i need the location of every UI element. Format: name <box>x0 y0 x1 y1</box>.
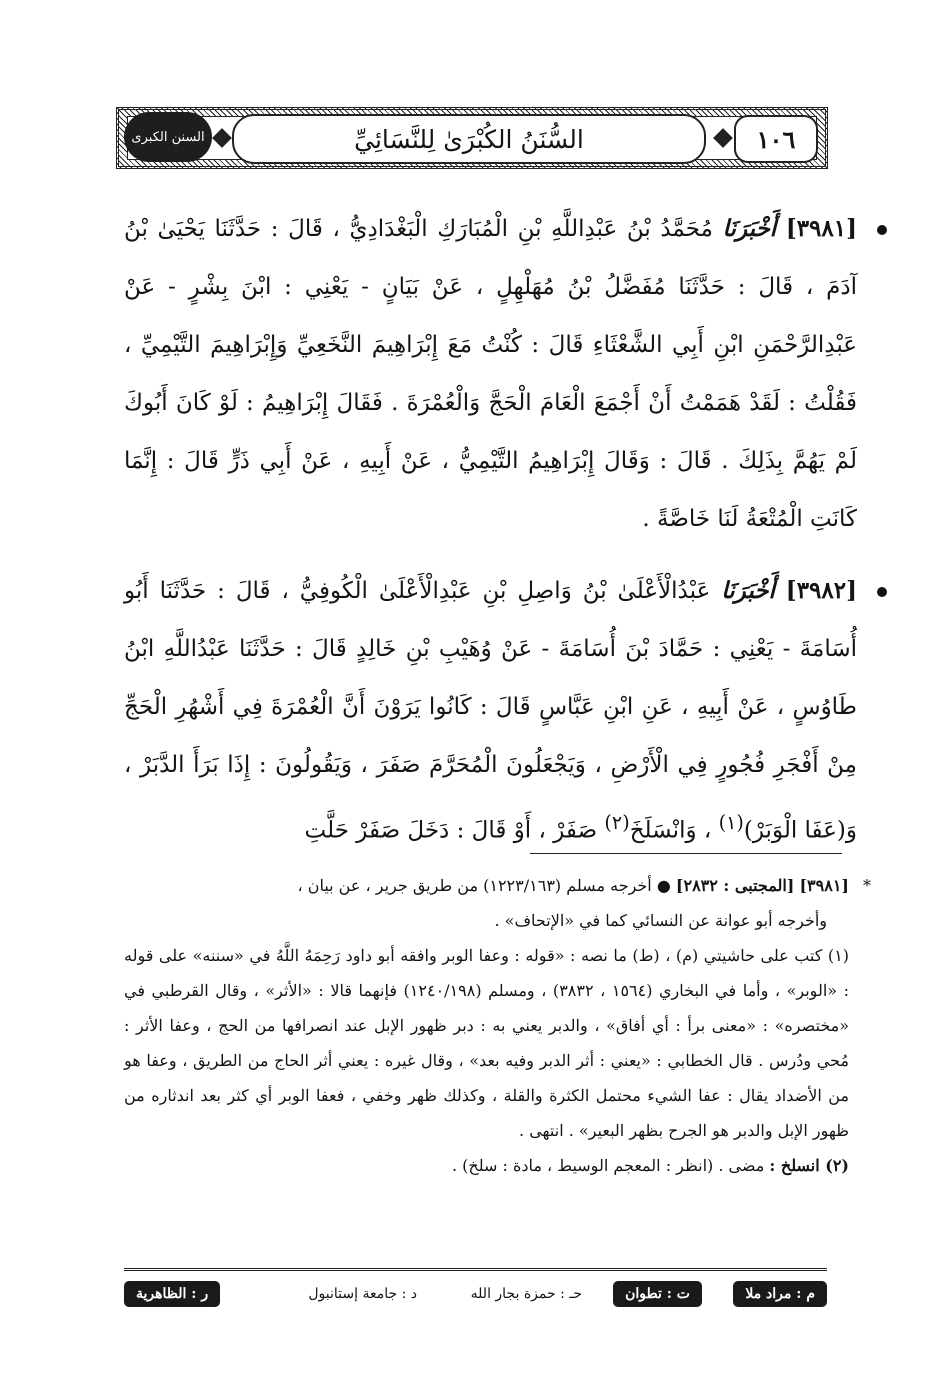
footnotes <box>124 868 871 1183</box>
ref-number: [٣٩٨١] <box>799 876 849 895</box>
akhbarana-word: أَخْبَرَنَا <box>722 215 777 242</box>
siglum-r: ر : الظاهرية <box>124 1281 220 1307</box>
book-emblem-icon <box>124 112 212 162</box>
footnote-mark-1[interactable]: (١) <box>718 811 744 834</box>
hadith-3981 <box>124 200 857 548</box>
hadith-text-middle: ، وَانْسَلَخَ <box>629 817 712 844</box>
footnote-reference <box>124 868 871 903</box>
ref-mujtaba: [المجتبى : ٢٨٣٢] <box>675 876 795 895</box>
siglum-d: د : جامعة إستانبول <box>308 1286 417 1302</box>
page-number: ١٠٦ <box>734 115 818 163</box>
book-title: السُّنَنُ الكُبْرَىٰ لِلنَّسَائِيِّ <box>354 124 584 154</box>
bullet-icon <box>877 225 887 235</box>
emblem-text: السنن الكبرى <box>131 129 205 145</box>
siglum-h: حـ : حمزة بجار الله <box>470 1286 582 1302</box>
siglum-t: ت : تطوان <box>613 1281 702 1307</box>
hadith-text: مُحَمَّدُ بْنُ عَبْدِاللَّهِ بْنِ الْمُبَارَكِ الْبَغْدَادِيُّ ، قَالَ : حَدَّثَنَا يَحْيَىٰ بْنُ آدَمَ ، قَالَ : حَدَّثَنَا مُفَضَّلُ بْنُ مُهَلْهِلٍ ، عَنْ بَيَانٍ - يَعْنِي : ابْنَ بِشْرٍ - عَنْ عَبْدِالرَّحْمَنِ ابْنِ أَبِي الشَّعْثَاءِ قَالَ : كُنْتُ مَعَ إِبْرَاهِيمَ النَّخَعِيِّ وَإِبْرَاهِيمَ التَّيْمِيِّ ، فَقُلْتُ : لَقَدْ هَمَمْتُ أَنْ أَجْمَعَ الْعَامَ الْحَجَّ وَالْعُمْرَةَ . فَقَالَ إِبْرَاهِيمُ : لَوْ كَانَ أَبُوكَ لَمْ يَهُمَّ بِذَلِكَ . قَالَ : وَقَالَ إِبْرَاهِيمُ التَّيْمِيُّ ، عَنْ أَبِيهِ ، عَنْ أَبِي ذَرٍّ قَالَ : إِنَّمَا كَانَتِ الْمُتْعَةُ لَنَا خَاصَّةً . <box>124 216 857 532</box>
hadith-text: عَبْدُالْأَعْلَىٰ بْنُ وَاصِلِ بْنِ عَبْدِالْأَعْلَىٰ الْكُوفِيُّ ، قَالَ : حَدَّثَنَا أَبُو أُسَامَةَ - يَعْنِي : حَمَّادَ بْنَ أُسَامَةَ - عَنْ وُهَيْبِ بْنِ خَالِدٍ قَالَ : حَدَّثَنَا عَبْدُاللَّهِ ابْنُ طَاوُسٍ ، عَنْ أَبِيهِ ، عَنِ ابْنِ عَبَّاسٍ قَالَ : كَانُوا يَرَوْنَ أَنَّ الْعُمْرَةَ فِي أَشْهُرِ الْحَجِّ مِنْ أَفْجَرِ فُجُورٍ فِي الْأَرْضِ ، وَيَجْعَلُونَ الْمُحَرَّمَ صَفَرَ ، وَيَقُولُونَ : إِذَا بَرَأَ الدَّبَرْ ، وَ(عَفَا الْوَبَرْ) <box>124 578 857 844</box>
footnote-separator <box>530 853 842 854</box>
star-icon: * <box>863 876 871 895</box>
footnote-1: (١) كتب على حاشيتي (م) ، (ط) ما نصه : «قوله : وعفا الوبر وافقه أبو داود رَحِمَهُ اللَّهُ في «سننه» على قوله : «الوبر» ، وأما في البخاري (١٥٦٤ ، ٣٨٣٢) ، ومسلم (١٢٤٠/١٩٨) فإنهما قالا : «الأثر» ، وقال القرطبي في «مختصره» : «معنى برأ : أي أفاق» ، والدبر يعني به : دبر ظهور الإبل عند انصرافها من الحج ، وعفا الأثر : مُحي ودُرس . قال الخطابي : «يعني : أثر الدبر وفيه بعد» ، وقال غيره : يعني أثر الحاج من الطريق ، وعفا هو من الأضداد يقال : عفا الشيء محتمل الكثرة والقلة ، وكذلك ظهر وخفي ، فعفا الوبر أي كثر بعد اندثاره من ظهور الإبل والدبر هو الجرح بظهر البعير» . انتهى . <box>124 946 850 1140</box>
main-text <box>124 200 857 860</box>
akhbarana-word: أَخْبَرَنَا <box>721 577 775 604</box>
hadith-3982 <box>124 562 857 860</box>
hadith-number: [٣٩٨٢] <box>785 577 857 604</box>
footnote-2 <box>124 1148 849 1183</box>
manuscript-sigla <box>124 1281 827 1311</box>
bottom-separator <box>124 1268 827 1271</box>
footnote-mark-2[interactable]: (٢) <box>604 811 630 834</box>
ref-dot-icon: ● <box>656 876 671 895</box>
footnote-2-text: مضى . (انظر : المعجم الوسيط ، مادة : سلخ) . <box>451 1156 765 1175</box>
ref-text: أخرجه مسلم (١٢٢٣/١٦٣) من طريق جرير ، عن بيان ، <box>297 876 652 895</box>
footnote-2-label: (٢) انسلخ : <box>769 1156 849 1175</box>
running-title <box>232 114 706 164</box>
siglum-m: م : مراد ملا <box>733 1281 827 1307</box>
hadith-number: [٣٩٨١] <box>785 215 858 242</box>
hadith-text-end: صَفَرْ ، أَوْ قَالَ : دَخَلَ صَفَرْ حَلَّتِ <box>304 817 598 844</box>
bullet-icon <box>877 587 887 597</box>
ref-text-continued: وأخرجه أبو عوانة عن النسائي كما في «الإتحاف» . <box>494 911 827 930</box>
